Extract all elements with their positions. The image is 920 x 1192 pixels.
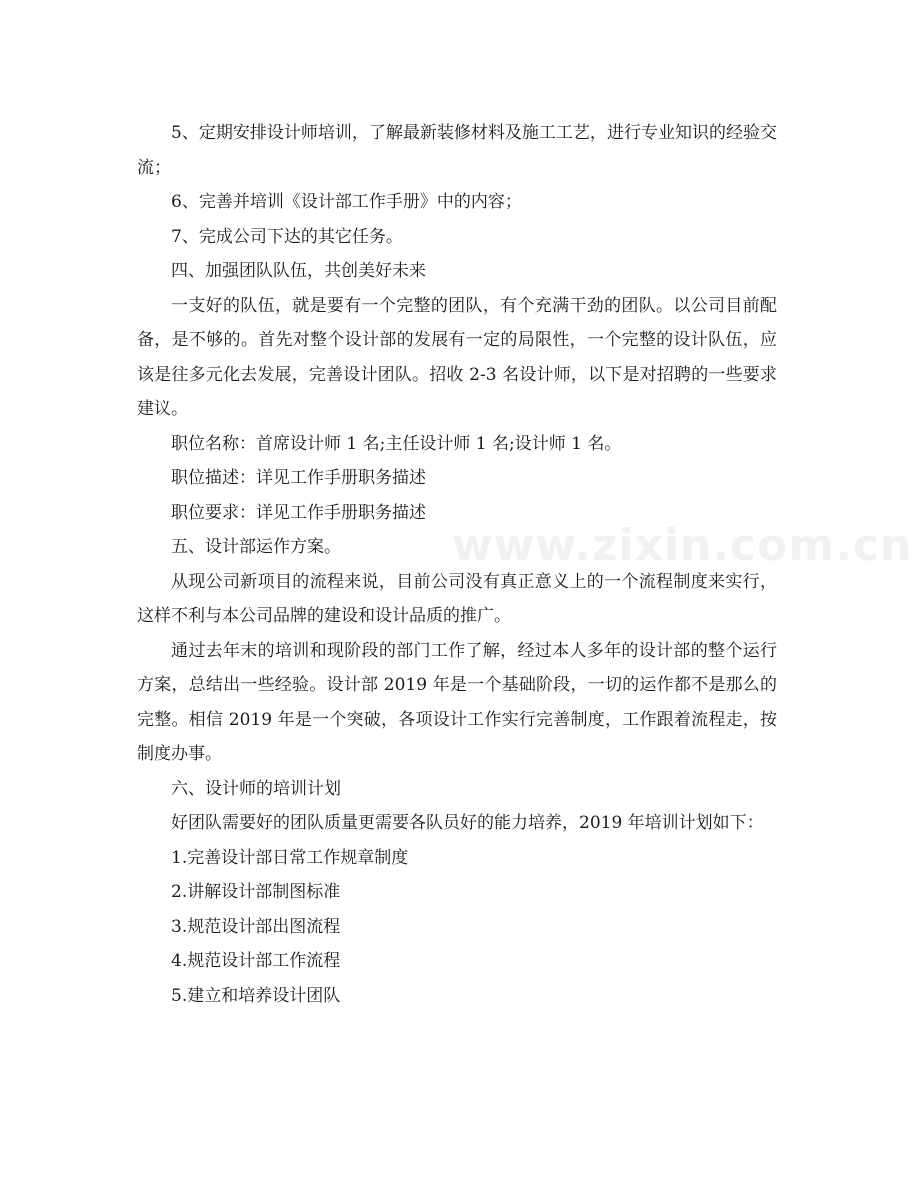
section-heading-6: 六、设计师的培训计划 bbox=[171, 778, 341, 799]
job-title-line: 职位名称：首席设计师 1 名;主任设计师 1 名;设计师 1 名。 bbox=[171, 433, 622, 454]
paragraph-item-5: 5、定期安排设计师培训，了解最新装修材料及施工工艺，进行专业知识的经验交流； bbox=[137, 123, 777, 178]
section-heading-5: 五、设计部运作方案。 bbox=[171, 537, 341, 557]
watermark: www.zixin.com.cn bbox=[452, 520, 913, 571]
job-description-line: 职位描述：详见工作手册职务描述 bbox=[171, 468, 426, 488]
training-item-5: 5.建立和培养设计团队 bbox=[171, 985, 341, 1006]
paragraph-item-7: 7、完成公司下达的其它任务。 bbox=[171, 226, 403, 247]
training-item-4: 4.规范设计部工作流程 bbox=[171, 951, 341, 971]
paragraph-training-intro: 好团队需要好的团队质量更需要各队员好的能力培养，2019 年培训计划如下： bbox=[171, 813, 764, 833]
job-requirement-line: 职位要求：详见工作手册职务描述 bbox=[171, 502, 426, 523]
paragraph-summary: 通过去年末的培训和现阶段的部门工作了解，经过本人多年的设计部的整个运行方案，总结出一些经验。设计部 2019 年是一个基础阶段，一切的运作都不是那么的完整。相信 2019 年是一个突破，各项设计工作实行完善制度，工作跟着流程走，按制度办事。 bbox=[137, 640, 777, 764]
training-item-3: 3.规范设计部出图流程 bbox=[171, 916, 341, 937]
section-heading-4: 四、加强团队队伍，共创美好未来 bbox=[171, 261, 426, 281]
document-body bbox=[137, 116, 777, 1013]
paragraph-item-6: 6、完善并培训《设计部工作手册》中的内容； bbox=[171, 192, 522, 212]
paragraph-process: 从现公司新项目的流程来说，目前公司没有真正意义上的一个流程制度来实行，这样不利与本公司品牌的建设和设计品质的推广。 bbox=[137, 571, 777, 626]
paragraph-team: 一支好的队伍，就是要有一个完整的团队，有个充满干劲的团队。以公司目前配备，是不够的。首先对整个设计部的发展有一定的局限性，一个完整的设计队伍，应该是往多元化去发展，完善设计团队。招收 2-3 名设计师，以下是对招聘的一些要求建议。 bbox=[137, 295, 777, 419]
training-item-1: 1.完善设计部日常工作规章制度 bbox=[171, 847, 409, 868]
training-item-2: 2.讲解设计部制图标准 bbox=[171, 882, 341, 902]
